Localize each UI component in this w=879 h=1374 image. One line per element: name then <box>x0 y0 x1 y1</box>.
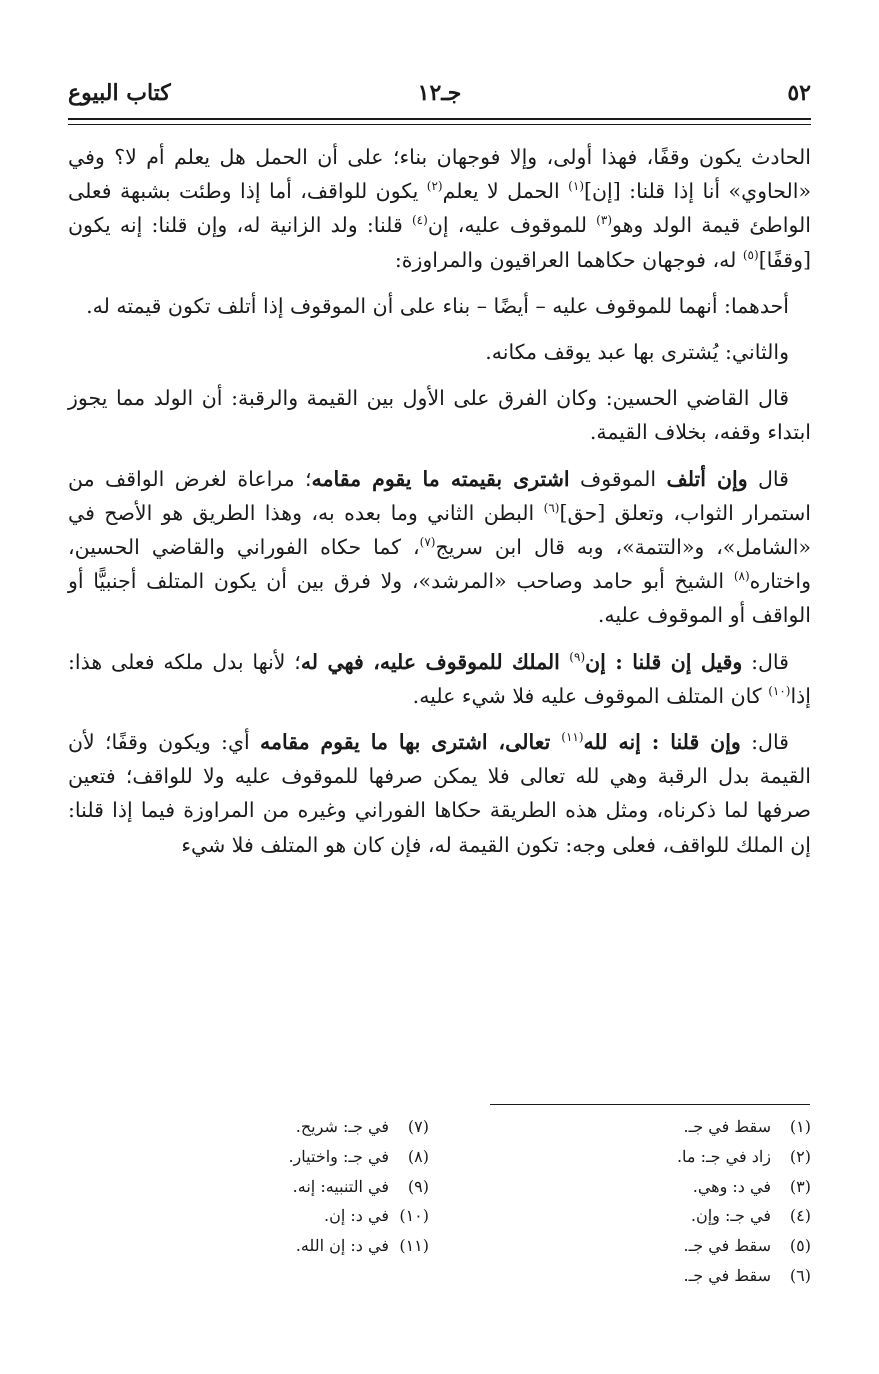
text-run: ، كما حكاه الفوراني والقاضي الحسين، واختاره <box>68 535 811 594</box>
footnote-text: في د: وهي. <box>692 1176 771 1196</box>
paragraph-4: والثاني: يُشترى بها عبد يوقف مكانه. <box>485 340 789 365</box>
text-run: الشيخ أبو حامد وصاحب «المرشد»، ولا فرق بين أن يكون المتلف أجنبيًّا أو الواقف أو الموقوف عليه. <box>68 569 811 628</box>
text-run: الموقوف <box>569 466 667 491</box>
footnote-ref: (٥) <box>742 247 759 262</box>
paragraph-6 <box>68 462 811 633</box>
footnote-text: في د: إن. <box>324 1206 389 1226</box>
footnote-item <box>129 1112 429 1142</box>
footnote-text: في جـ: وإن. <box>690 1206 771 1226</box>
footnote-item <box>481 1112 811 1142</box>
footnote-text: سقط في جـ. <box>683 1117 771 1136</box>
footnote-ref: (٦) <box>543 501 560 515</box>
footnote-text: سقط في جـ. <box>683 1265 771 1285</box>
text-run: يكون للواقف، أما إذا وطئت بشبهة فعلى الواطئ قيمة الولد وهو <box>68 179 811 238</box>
bold-run: وإن أتلف <box>666 466 748 491</box>
footnote-item <box>129 1142 429 1172</box>
text-run: ؛ لأنها بدل ملكه فعلى هذا: إذا <box>68 649 811 708</box>
footnote-number: (٣) <box>789 1176 811 1196</box>
footnote-item <box>481 1172 811 1202</box>
footnote-number: (٨) <box>407 1146 429 1166</box>
page-header <box>68 80 811 114</box>
footnote-text: في د: إن الله. <box>295 1236 389 1256</box>
footnote-text: زاد في جـ: ما. <box>676 1146 771 1166</box>
header-rule-thick <box>68 118 811 120</box>
footnote-item <box>481 1142 811 1172</box>
paragraph-3: أحدهما: أنهما للموقوف عليه – أيضًا – بناء على أن الموقوف إذا أتلف تكون قيمته له. <box>86 293 789 318</box>
footnote-number: (٧) <box>407 1117 429 1136</box>
text-run: قلنا: ولد الزانية له، وإن قلنا: إنه يكون [وقفًا] <box>68 213 811 272</box>
footnote-number: (١٠) <box>399 1206 429 1226</box>
text-run: البطن الثاني وما بعده به، وهذا الطريق هو الأصح في «الشامل»، و«التتمة»، وبه قال ابن سريج <box>68 500 811 560</box>
footnote-ref: (٢) <box>426 179 443 194</box>
footnote-item <box>129 1231 429 1261</box>
footnote-number: (١) <box>789 1117 811 1136</box>
footnote-text: في التنبيه: إنه. <box>292 1176 389 1196</box>
main-text <box>68 140 811 874</box>
footnote-ref: (٩) <box>569 649 586 664</box>
footnote-ref: (٣) <box>596 213 612 228</box>
footnote-ref: (٨) <box>733 569 750 584</box>
bold-run: اشترى بقيمته ما يقوم مقامه <box>311 466 570 491</box>
footnote-ref: (١١) <box>561 730 584 745</box>
paragraph-8 <box>68 725 811 862</box>
footnote-ref: (٧) <box>419 535 436 550</box>
footnote-ref: (٤) <box>411 213 428 228</box>
bold-run: وإن قلنا : إنه لله <box>583 730 741 755</box>
text-run: قال: <box>742 649 789 674</box>
footnote-item <box>481 1261 811 1291</box>
footnote-rule <box>490 1104 810 1105</box>
book-title: كتاب البيوع <box>68 80 171 106</box>
text-run: كان المتلف الموقوف عليه فلا شيء عليه. <box>412 683 769 708</box>
footnote-text: في جـ: شريح. <box>295 1117 389 1136</box>
paragraph-1-text: الحادث يكون وقفًا، فهذا أولى، وإلا فوجهان بناء؛ على أن الحمل هل يعلم أم لا؟ <box>114 145 811 169</box>
page-number: ٥٢ <box>787 80 811 106</box>
footnote-number: (٦) <box>789 1265 811 1285</box>
text-run: له، فوجهان حكاهما العراقيون والمراوزة: <box>394 247 743 272</box>
header-rule-thin <box>68 124 811 125</box>
text-run: الحمل لا يعلم <box>442 179 569 204</box>
footnote-number: (٩) <box>407 1176 429 1196</box>
footnote-item <box>129 1172 429 1202</box>
footnotes-right-column <box>481 1112 811 1291</box>
paragraph-5: قال القاضي الحسين: وكان الفرق على الأول بين القيمة والرقبة: أن الولد مما يجوز ابتداء وقفه، بخلاف القيمة. <box>68 386 811 445</box>
text-run: للموقوف عليه، إن <box>427 213 597 238</box>
text-run: قال: <box>740 730 789 755</box>
volume-label: جـ١٢ <box>417 80 462 106</box>
footnote-ref: (١) <box>568 179 584 194</box>
bold-run: وقيل إن قلنا : إن <box>585 649 743 674</box>
paragraph-1 <box>68 140 811 277</box>
footnote-item <box>481 1201 811 1231</box>
footnote-ref: (١٠) <box>768 684 791 699</box>
footnote-number: (٢) <box>789 1146 811 1166</box>
bold-run: الملك للموقوف عليه، فهي له <box>300 649 570 674</box>
paragraph-7 <box>68 645 811 713</box>
footnote-number: (٥) <box>789 1236 811 1256</box>
footnote-item <box>129 1201 429 1231</box>
footnote-number: (١١) <box>399 1236 429 1256</box>
footnotes-left-column <box>129 1112 429 1261</box>
text-run: أي: ويكون وقفًا؛ لأن القيمة بدل الرقبة وهي لله تعالى فلا يمكن صرفها للموقوف عليه ولا للواقف؛ فتعين صرفها لما ذكرناه، ومثل هذه الطريقة حكاها الفوراني وغيره من المراوزة فيما إذا قلنا: إن الملك للواقف، فعلى وجه: تكون القيمة له، فإن كان هو المتلف فلا شيء <box>68 730 811 857</box>
text-run: ؛ مراعاة لغرض الواقف من استمرار الثواب، وتعلق [حق] <box>68 466 811 525</box>
bold-run: تعالى، اشترى بها ما يقوم مقامه <box>259 730 562 755</box>
footnote-item <box>481 1231 811 1261</box>
text-run: قال <box>747 466 789 491</box>
footnote-text: في جـ: واختيار. <box>288 1146 389 1166</box>
footnote-text: سقط في جـ. <box>683 1236 771 1256</box>
footnote-number: (٤) <box>789 1206 811 1226</box>
text-run: وفي «الحاوي» أنا إذا قلنا: [إن] <box>68 145 811 204</box>
